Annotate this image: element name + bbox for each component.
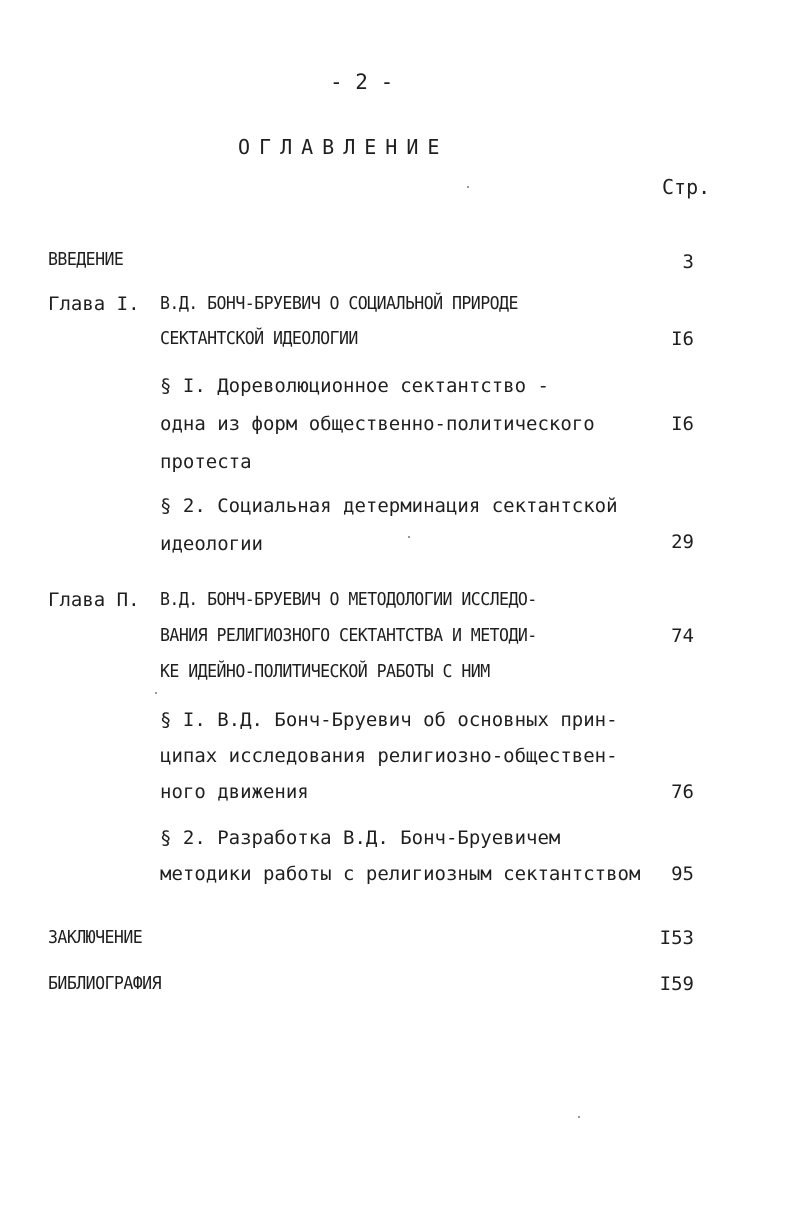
toc-chapter1-title-line: СЕКТАНТСКОЙ ИДЕОЛОГИИ [160, 328, 358, 349]
toc-section-page: I6 [671, 413, 694, 435]
toc-chapter1-page: I6 [671, 328, 694, 350]
scan-speck [408, 536, 410, 538]
toc-section-line: ного движения [160, 781, 309, 803]
scan-speck [467, 186, 469, 188]
toc-chapter2-page: 74 [671, 625, 694, 647]
toc-conclusion-page: I53 [659, 927, 694, 949]
toc-chapter1-title-line: В.Д. БОНЧ-БРУЕВИЧ О СОЦИАЛЬНОЙ ПРИРОДЕ [160, 293, 518, 314]
toc-conclusion-title: ЗАКЛЮЧЕНИЕ [48, 927, 143, 948]
page-column-header: Стр. [662, 175, 711, 199]
toc-section-page: 76 [671, 781, 694, 803]
toc-bibliography-title: БИБЛИОГРАФИЯ [48, 973, 162, 994]
toc-section-line: одна из форм общественно-политического [160, 413, 595, 435]
toc-section-line: ципах исследования религиозно-обществен- [160, 745, 618, 767]
toc-section-line: § I. Дореволюционное сектантство - [160, 375, 549, 397]
toc-section-line: идеологии [160, 533, 263, 555]
scan-speck [155, 692, 157, 694]
scan-speck [578, 1116, 580, 1118]
toc-section-page: 29 [671, 531, 694, 553]
toc-chapter1-label: Глава I. [48, 293, 140, 315]
toc-section-page: 95 [671, 863, 694, 885]
toc-chapter2-title-line: В.Д. БОНЧ-БРУЕВИЧ О МЕТОДОЛОГИИ ИССЛЕДО- [160, 589, 537, 610]
toc-chapter2-title-line: ВАНИЯ РЕЛИГИОЗНОГО СЕКТАНТСТВА И МЕТОДИ- [160, 625, 537, 646]
toc-section-line: § I. В.Д. Бонч-Бруевич об основных прин- [160, 709, 618, 731]
toc-bibliography-page: I59 [659, 973, 694, 995]
toc-chapter2-title-line: КЕ ИДЕЙНО-ПОЛИТИЧЕСКОЙ РАБОТЫ С НИМ [160, 661, 490, 682]
toc-section-line: протеста [160, 451, 252, 473]
toc-section-line: методики работы с религиозным сектантством [160, 863, 641, 885]
page-title: ОГЛАВЛЕНИЕ [238, 135, 449, 159]
page-number: - 2 - [330, 70, 394, 94]
toc-intro-page: 3 [682, 251, 694, 273]
toc-intro-title: ВВЕДЕНИЕ [48, 249, 124, 270]
toc-chapter2-label: Глава П. [48, 589, 140, 611]
toc-section-line: § 2. Социальная детерминация сектантской [160, 495, 618, 517]
toc-section-line: § 2. Разработка В.Д. Бонч-Бруевичем [160, 827, 561, 849]
